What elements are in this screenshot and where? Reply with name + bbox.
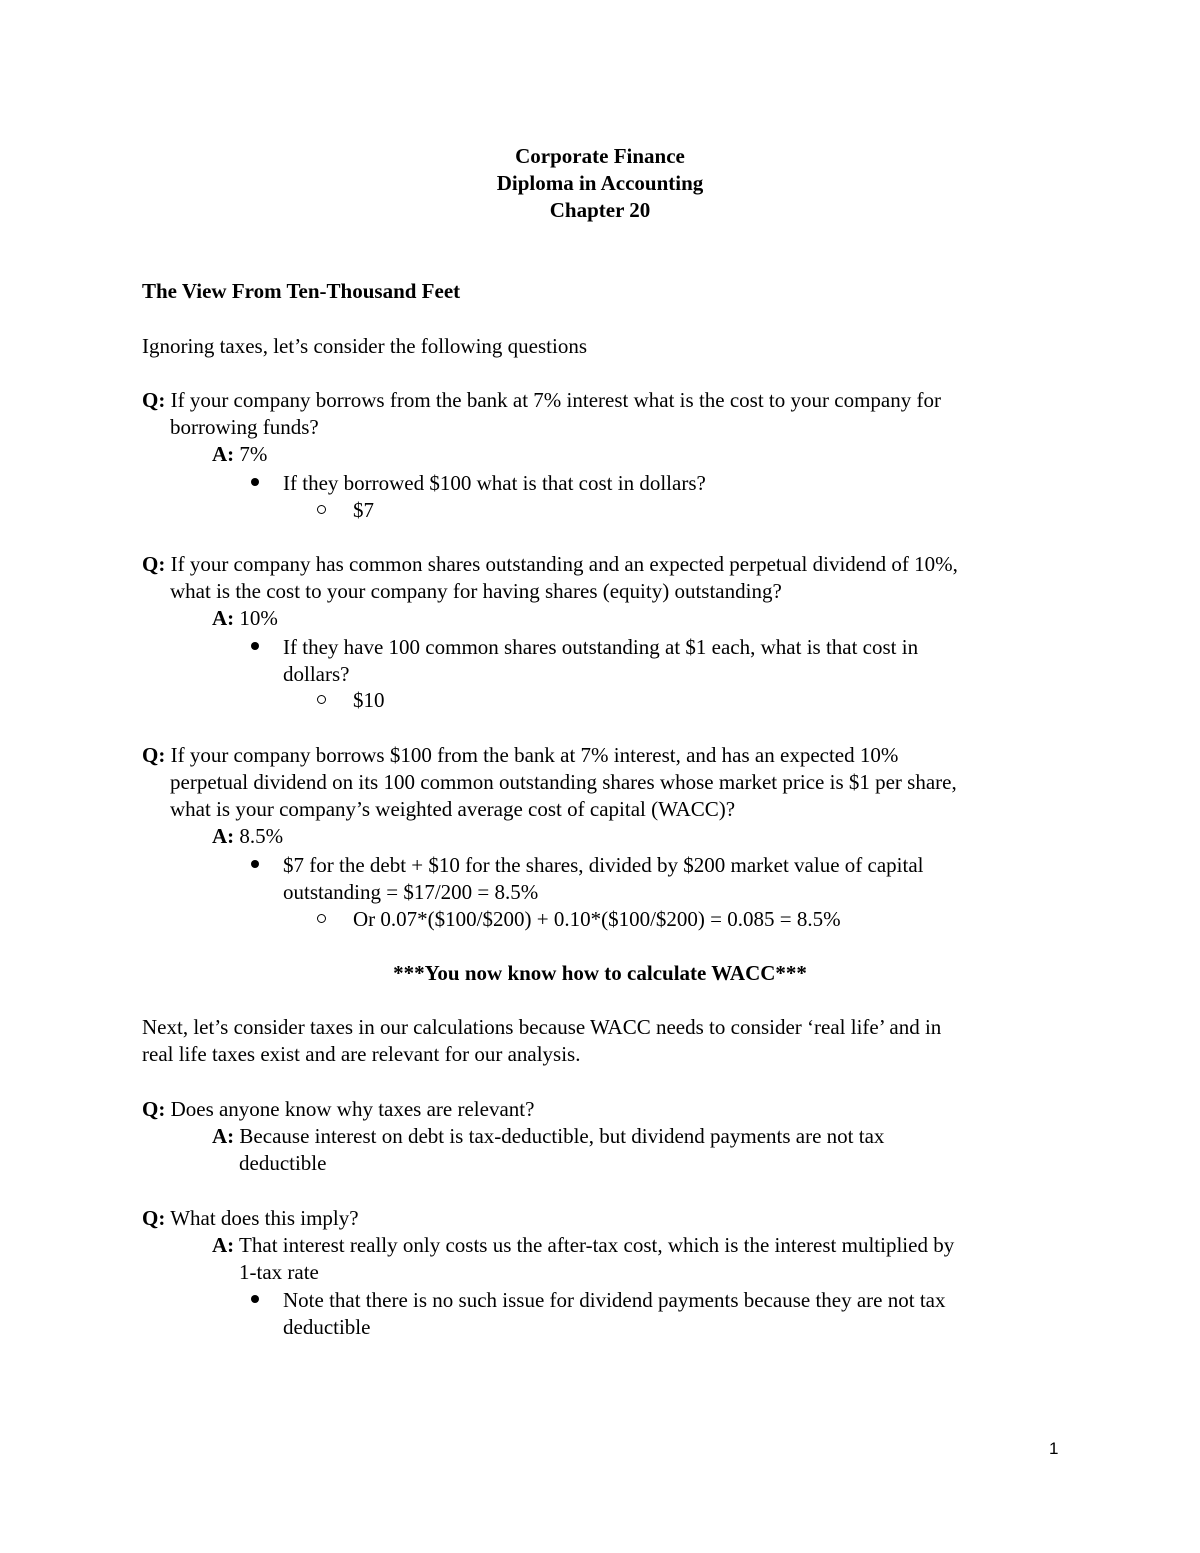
q2-bullet-line1: If they have 100 common shares outstanding at $1 each, what is that cost in [283,635,919,659]
q3-line1: Q: If your company borrows $100 from the bank at 7% interest, and has an expected 10% [142,743,899,767]
q4-answer-line2: deductible [239,1151,327,1175]
q5-bullet-line1: Note that there is no such issue for dividend payments because they are not tax [283,1288,946,1312]
q2-sub: $10 [353,688,385,712]
q1-sub: $7 [353,498,374,522]
q1-line2: borrowing funds? [170,415,319,439]
q5-question: Q: What does this imply? [142,1206,359,1230]
bullet-circle-icon [317,505,326,514]
q1-answer: A: 7% [212,442,268,466]
q3-answer: A: 8.5% [212,824,284,848]
q3-line2: perpetual dividend on its 100 common outstanding shares whose market price is $1 per share, [170,770,957,794]
q3-bullet-line2: outstanding = $17/200 = 8.5% [283,880,539,904]
q4-answer-line1: A: Because interest on debt is tax-deductible, but dividend payments are not tax [212,1124,885,1148]
q5-bullet-line2: deductible [283,1315,371,1339]
bullet-dot-icon [251,478,259,486]
q1-line1: Q: If your company borrows from the bank at 7% interest what is the cost to your company for [142,388,941,412]
q1-bullet: If they borrowed $100 what is that cost in dollars? [283,471,706,495]
bullet-dot-icon [251,860,259,868]
next-line2: real life taxes exist and are relevant for our analysis. [142,1042,581,1066]
q3-bullet-line1: $7 for the debt + $10 for the shares, divided by $200 market value of capital [283,853,924,877]
q4-question: Q: Does anyone know why taxes are relevant? [142,1097,535,1121]
q2-line1: Q: If your company has common shares outstanding and an expected perpetual dividend of 10%, [142,552,958,576]
bullet-circle-icon [317,914,326,923]
bullet-dot-icon [251,642,259,650]
q2-answer: A: 10% [212,606,278,630]
wacc-callout: ***You now know how to calculate WACC*** [393,961,807,985]
next-line1: Next, let’s consider taxes in our calculations because WACC needs to consider ‘real life’ and in [142,1015,942,1039]
q2-line2: what is the cost to your company for having shares (equity) outstanding? [170,579,782,603]
q3-sub: Or 0.07*($100/$200) + 0.10*($100/$200) = 0.085 = 8.5% [353,907,841,931]
section-title: The View From Ten-Thousand Feet [142,279,461,303]
doc-title: Corporate Finance [515,144,685,168]
doc-chapter: Chapter 20 [549,198,651,222]
q2-bullet-line2: dollars? [283,662,350,686]
intro-text: Ignoring taxes, let’s consider the following questions [142,334,588,358]
doc-subtitle: Diploma in Accounting [496,171,704,195]
q5-answer-line2: 1-tax rate [239,1260,319,1284]
page-number: 1 [1049,1439,1059,1458]
q3-line3: what is your company’s weighted average cost of capital (WACC)? [170,797,736,821]
bullet-dot-icon [251,1295,259,1303]
q5-answer-line1: A: That interest really only costs us the after-tax cost, which is the interest multiplied by [212,1233,955,1257]
bullet-circle-icon [317,695,326,704]
